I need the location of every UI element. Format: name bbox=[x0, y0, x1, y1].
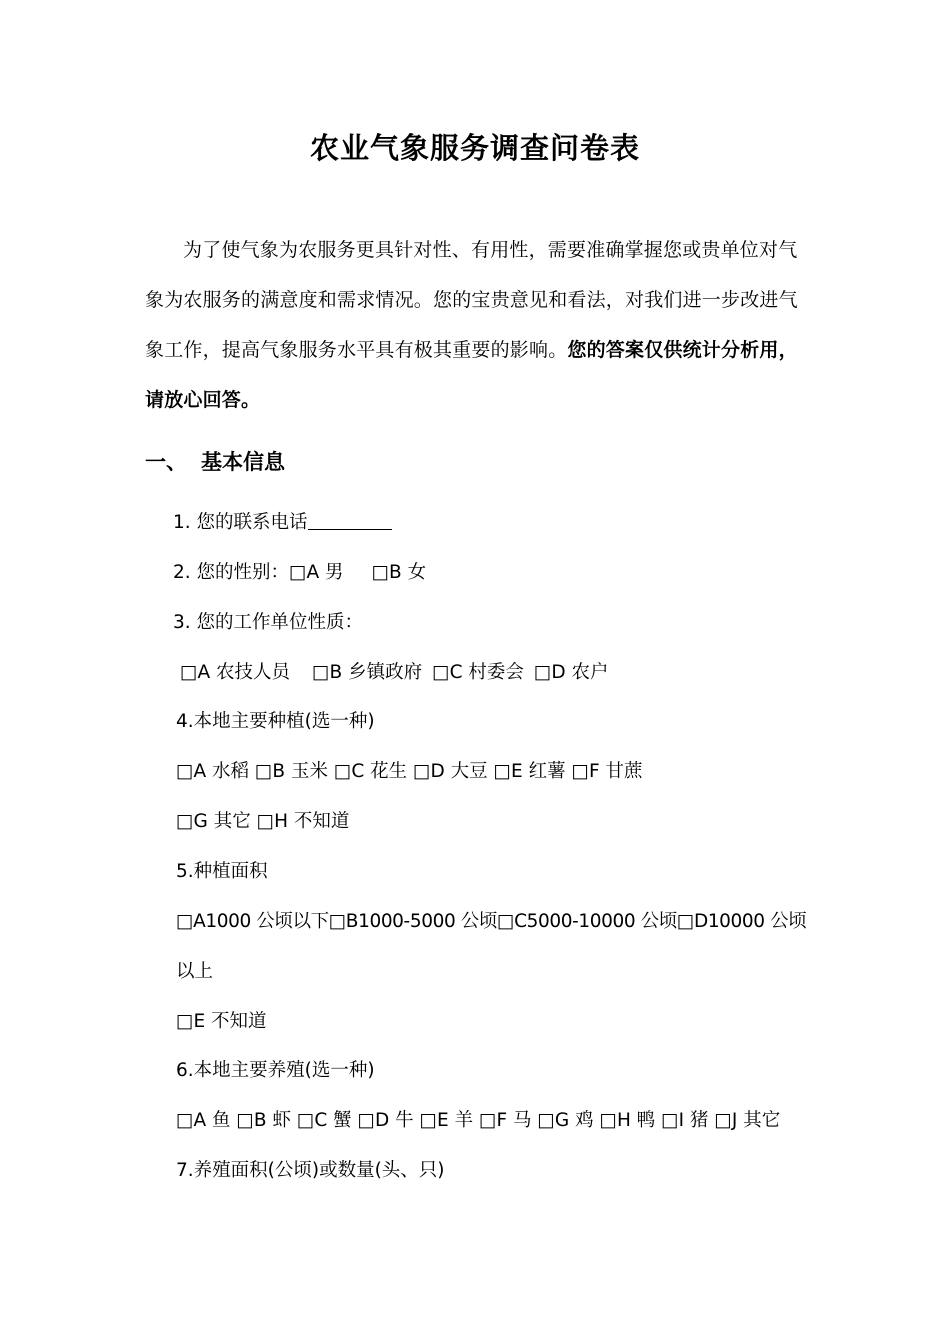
question-6-label: 6.本地主要养殖(选一种) bbox=[176, 1060, 375, 1081]
question-2-label: 2. 您的性别： bbox=[173, 562, 290, 583]
section-title: 基本信息 bbox=[201, 450, 285, 474]
phone-blank[interactable] bbox=[308, 509, 392, 530]
option-corn[interactable]: □B 玉米 bbox=[254, 761, 328, 782]
option-other-crop[interactable]: □G 其它 bbox=[176, 811, 251, 832]
option-rice[interactable]: □A 水稻 bbox=[176, 761, 250, 782]
intro-paragraph bbox=[145, 225, 800, 425]
question-6 bbox=[176, 1056, 375, 1086]
intro-bold-text: 您的答案仅供统计分析用，请放心回答。 bbox=[145, 339, 798, 411]
document-title: 农业气象服务调查问卷表 bbox=[309, 131, 640, 165]
question-5-options-row3 bbox=[176, 1007, 267, 1037]
option-crab[interactable]: □C 蟹 bbox=[296, 1110, 352, 1131]
option-area-unknown[interactable]: □E 不知道 bbox=[176, 1011, 267, 1032]
option-cattle[interactable]: □D 牛 bbox=[357, 1110, 414, 1131]
question-3 bbox=[173, 608, 363, 638]
question-5-label: 5.种植面积 bbox=[176, 861, 268, 882]
option-male[interactable]: □A 男 bbox=[289, 562, 344, 583]
question-7 bbox=[176, 1156, 445, 1186]
option-shrimp[interactable]: □B 虾 bbox=[236, 1110, 291, 1131]
option-area-d-continued: 以上 bbox=[176, 961, 214, 982]
question-7-label: 7.养殖面积(公顷)或数量(头、只) bbox=[176, 1160, 445, 1181]
option-horse[interactable]: □F 马 bbox=[478, 1110, 532, 1131]
option-area-d[interactable]: □D10000 公顷 bbox=[676, 911, 807, 932]
option-female[interactable]: □B 女 bbox=[371, 562, 427, 583]
question-5 bbox=[176, 857, 268, 887]
option-area-b[interactable]: □B1000-5000 公顷 bbox=[328, 911, 497, 932]
question-5-options-row2 bbox=[176, 957, 213, 987]
option-sheep[interactable]: □E 羊 bbox=[419, 1110, 474, 1131]
question-1-label: 1. 您的联系电话 bbox=[173, 512, 308, 533]
question-6-options bbox=[176, 1106, 780, 1136]
question-4 bbox=[176, 707, 375, 737]
question-4-label: 4.本地主要种植(选一种) bbox=[176, 711, 375, 732]
option-unknown-crop[interactable]: □H 不知道 bbox=[256, 811, 350, 832]
question-4-options-row2 bbox=[176, 807, 349, 837]
intro-text: 为了使气象为农服务更具针对性、有用性，需要准确掌握您或贵单位对气象为农服务的满意度和需求情况。您的宝贵意见和看法，对我们进一步改进气象工作，提高气象服务水平具有极其重要的影响。 bbox=[145, 239, 798, 361]
section-number: 一、 bbox=[145, 450, 187, 474]
question-3-label: 3. 您的工作单位性质： bbox=[173, 612, 364, 633]
question-3-options bbox=[180, 658, 608, 688]
option-agri-tech[interactable]: □A 农技人员 bbox=[180, 662, 291, 683]
question-4-options-row1 bbox=[176, 757, 643, 787]
question-5-options-row1 bbox=[176, 907, 806, 937]
option-other-livestock[interactable]: □J 其它 bbox=[714, 1110, 781, 1131]
option-area-a[interactable]: □A1000 公顷以下 bbox=[176, 911, 329, 932]
section-heading bbox=[145, 444, 285, 480]
option-sugarcane[interactable]: □F 甘蔗 bbox=[571, 761, 643, 782]
option-chicken[interactable]: □G 鸡 bbox=[537, 1110, 594, 1131]
option-area-c[interactable]: □C5000-10000 公顷 bbox=[497, 911, 677, 932]
option-farmer[interactable]: □D 农户 bbox=[533, 662, 609, 683]
option-township-gov[interactable]: □B 乡镇政府 bbox=[312, 662, 423, 683]
option-soybean[interactable]: □D 大豆 bbox=[413, 761, 488, 782]
option-sweet-potato[interactable]: □E 红薯 bbox=[493, 761, 566, 782]
option-fish[interactable]: □A 鱼 bbox=[176, 1110, 231, 1131]
option-duck[interactable]: □H 鸭 bbox=[599, 1110, 656, 1131]
question-2 bbox=[173, 558, 426, 588]
option-village-committee[interactable]: □C 村委会 bbox=[432, 662, 524, 683]
question-1 bbox=[173, 508, 392, 538]
option-peanut[interactable]: □C 花生 bbox=[333, 761, 408, 782]
option-pig[interactable]: □I 猪 bbox=[661, 1110, 709, 1131]
